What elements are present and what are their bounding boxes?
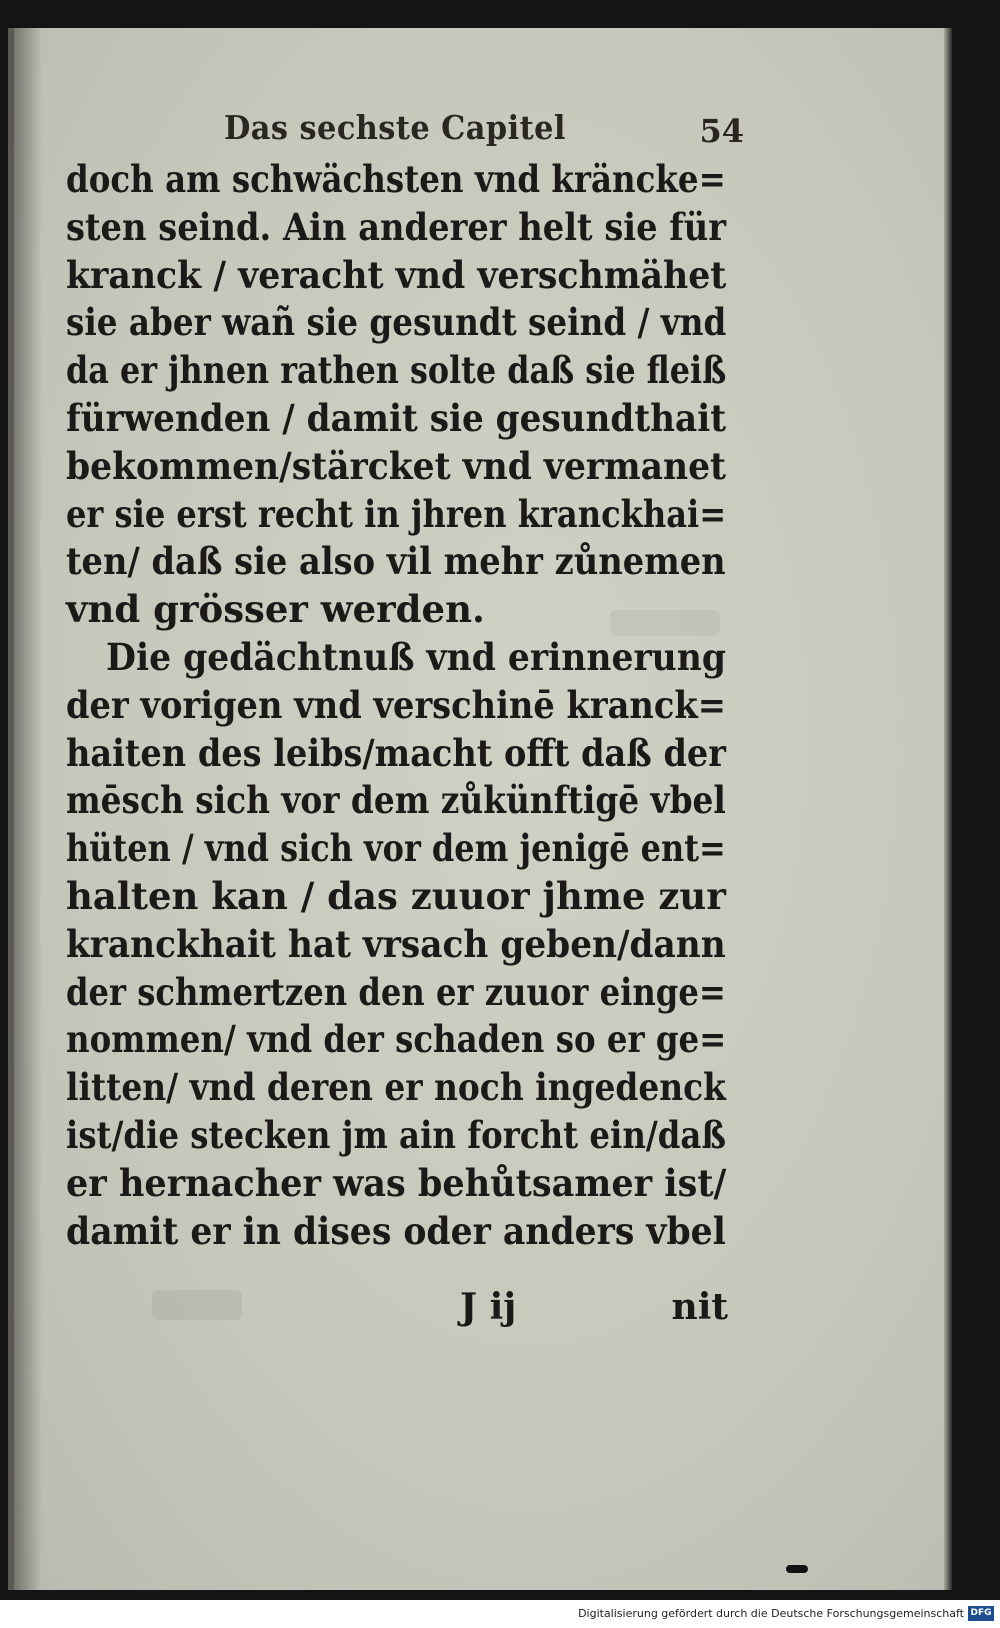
text-line: der vorigen vnd verschinē kranck= [66, 682, 726, 727]
dfg-logo-icon: DFG [968, 1606, 994, 1621]
text-line-paragraph-start: Die gedächtnuß vnd erinnerung [106, 634, 727, 679]
text-line: er sie erst recht in jhren kranckhai= [66, 491, 727, 536]
page-footer [460, 1286, 728, 1332]
text-line: doch am schwächsten vnd kräncke= [66, 157, 726, 201]
text-line: da er jhnen rathen solte daß sie fleiß [66, 348, 727, 393]
text-line: nommen/ vnd der schaden so er ge= [66, 1017, 727, 1062]
ink-mark [786, 1565, 808, 1573]
credit-bar [0, 1600, 1000, 1628]
text-line: kranck / veracht vnd verschmähet [66, 252, 727, 297]
text-line: haiten des leibs/macht offt daß der [66, 730, 726, 775]
signature-mark: J ij [460, 1286, 517, 1328]
text-line: bekommen/stärcket vnd vermanet [66, 443, 726, 488]
text-line: kranckhait hat vrsach geben/dann [66, 921, 726, 966]
text-line: vnd grösser werden. [66, 587, 485, 632]
text-line: damit er in dises oder anders vbel [66, 1208, 726, 1253]
running-head [224, 108, 744, 148]
credit-text: Digitalisierung gefördert durch die Deutsche Forschungsgemeinschaft [578, 1607, 964, 1620]
text-line: sie aber wañ sie gesundt seind / vnd [66, 300, 727, 345]
text-line: mēsch sich vor dem zůkünftigē vbel [66, 778, 726, 823]
body-text [66, 156, 726, 1255]
text-line: litten/ vnd deren er noch ingedenck [66, 1065, 726, 1110]
text-line: hüten / vnd sich vor dem jenigē ent= [66, 826, 726, 871]
bleed-through-mark [152, 1290, 242, 1320]
text-line: ten/ daß sie also vil mehr zůnemen [66, 539, 726, 584]
text-line: der schmertzen den er zuuor einge= [66, 969, 726, 1014]
text-line: er hernacher was behůtsamer ist/ [66, 1160, 727, 1205]
gutter-shadow [14, 28, 42, 1590]
text-line: fürwenden / damit sie gesundthait [66, 395, 727, 440]
text-line: sten seind. Ain anderer helt sie für [66, 204, 727, 249]
running-title: Das sechste Capitel [224, 108, 566, 147]
catchword: nit [671, 1286, 728, 1328]
page-number: 54 [699, 112, 744, 150]
text-line: ist/die stecken jm ain forcht ein/daß [66, 1112, 727, 1157]
page-edge [944, 28, 952, 1590]
text-line: halten kan / das zuuor jhme zur [66, 873, 726, 918]
